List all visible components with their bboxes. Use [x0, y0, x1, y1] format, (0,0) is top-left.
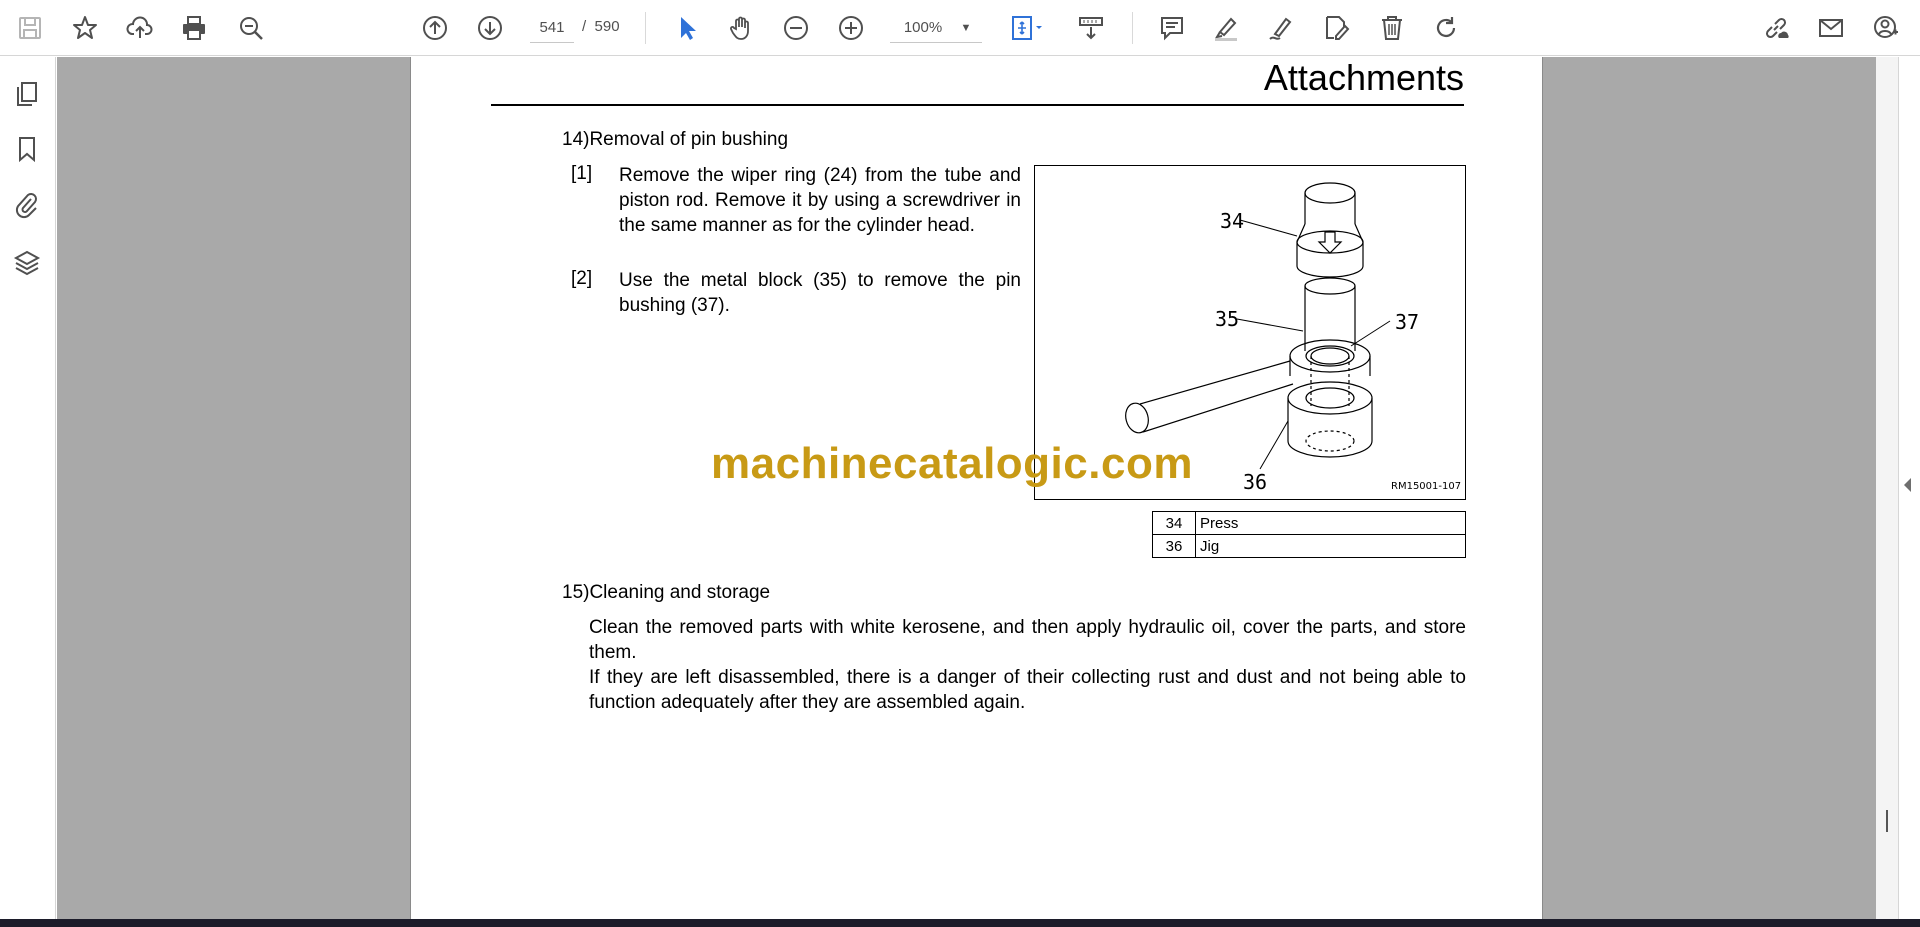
taskbar-strip	[0, 919, 1920, 927]
legend-num: 34	[1153, 512, 1196, 535]
link-icon[interactable]	[1758, 10, 1794, 46]
legend-label: Jig	[1196, 535, 1466, 558]
delete-icon[interactable]	[1374, 10, 1410, 46]
save-icon[interactable]	[12, 10, 48, 46]
attachment-icon[interactable]	[9, 187, 45, 223]
star-icon[interactable]	[67, 10, 103, 46]
legend-row	[1153, 512, 1466, 535]
vertical-scrollbar[interactable]	[1876, 57, 1898, 919]
chevron-down-icon: ▼	[960, 21, 972, 34]
step-2-text: Use the metal block (35) to remove the pin bushing (37).	[619, 270, 1021, 316]
select-cursor-icon[interactable]	[669, 10, 705, 46]
legend-num: 36	[1153, 535, 1196, 558]
section-14-heading: 14)Removal of pin bushing	[562, 129, 789, 150]
bookmark-icon[interactable]	[9, 131, 45, 167]
fit-page-icon[interactable]	[1004, 10, 1050, 46]
pdf-page	[410, 57, 1543, 919]
rotate-icon[interactable]	[1428, 10, 1464, 46]
highlight-icon[interactable]	[1208, 10, 1244, 46]
hand-icon[interactable]	[723, 10, 759, 46]
paragraph-rust-warning: If they are left disassembled, there is a danger of their collecting rust and dust and not being able to function adequately after they are assembled again.	[589, 667, 1466, 713]
callout-34: 34	[1220, 209, 1245, 233]
expand-right-pane-icon[interactable]	[1904, 478, 1911, 492]
callout-36: 36	[1243, 470, 1268, 494]
section-15-heading: 15)Cleaning and storage	[562, 582, 771, 603]
account-icon[interactable]	[1868, 10, 1904, 46]
page-number-input[interactable]	[530, 13, 574, 43]
legend-row	[1153, 535, 1466, 558]
pages-icon[interactable]	[9, 76, 45, 112]
mail-icon[interactable]	[1813, 10, 1849, 46]
fill-sign-icon[interactable]	[1318, 10, 1354, 46]
step-2-number: [2]	[571, 268, 593, 289]
page-count: / 590	[582, 18, 620, 35]
paragraph-clean: Clean the removed parts with white kerosene, and then apply hydraulic oil, cover the parts, and store them.	[589, 617, 1466, 663]
title-rule	[491, 104, 1464, 106]
step-1-number: [1]	[571, 163, 593, 184]
figure-code: RM15001-107	[1391, 481, 1462, 492]
callout-35: 35	[1215, 307, 1240, 331]
search-icon[interactable]	[233, 10, 269, 46]
figure-legend	[1152, 511, 1466, 558]
scroll-thumb[interactable]	[1886, 810, 1888, 832]
comment-icon[interactable]	[1154, 10, 1190, 46]
zoom-out-icon[interactable]	[778, 10, 814, 46]
document-viewport[interactable]	[57, 57, 1877, 919]
left-nav-pane	[0, 57, 56, 919]
scroll-mode-icon[interactable]	[1073, 10, 1109, 46]
legend-label: Press	[1196, 512, 1466, 535]
zoom-select[interactable]: 100% ▼	[890, 13, 982, 43]
draw-icon[interactable]	[1263, 10, 1299, 46]
callout-37: 37	[1395, 310, 1420, 334]
arrow-up-icon[interactable]	[417, 10, 453, 46]
arrow-down-icon[interactable]	[472, 10, 508, 46]
toolbar	[0, 0, 1920, 56]
page-title: Attachments	[1263, 57, 1464, 98]
print-icon[interactable]	[176, 10, 212, 46]
zoom-in-icon[interactable]	[833, 10, 869, 46]
layers-icon[interactable]	[9, 245, 45, 281]
upload-icon[interactable]	[122, 10, 158, 46]
step-1-text: Remove the wiper ring (24) from the tube and piston rod. Remove it by using a screwdriver in the same manner as for the cylinder head.	[619, 165, 1021, 236]
watermark: machinecatalogic.com	[711, 439, 1193, 488]
